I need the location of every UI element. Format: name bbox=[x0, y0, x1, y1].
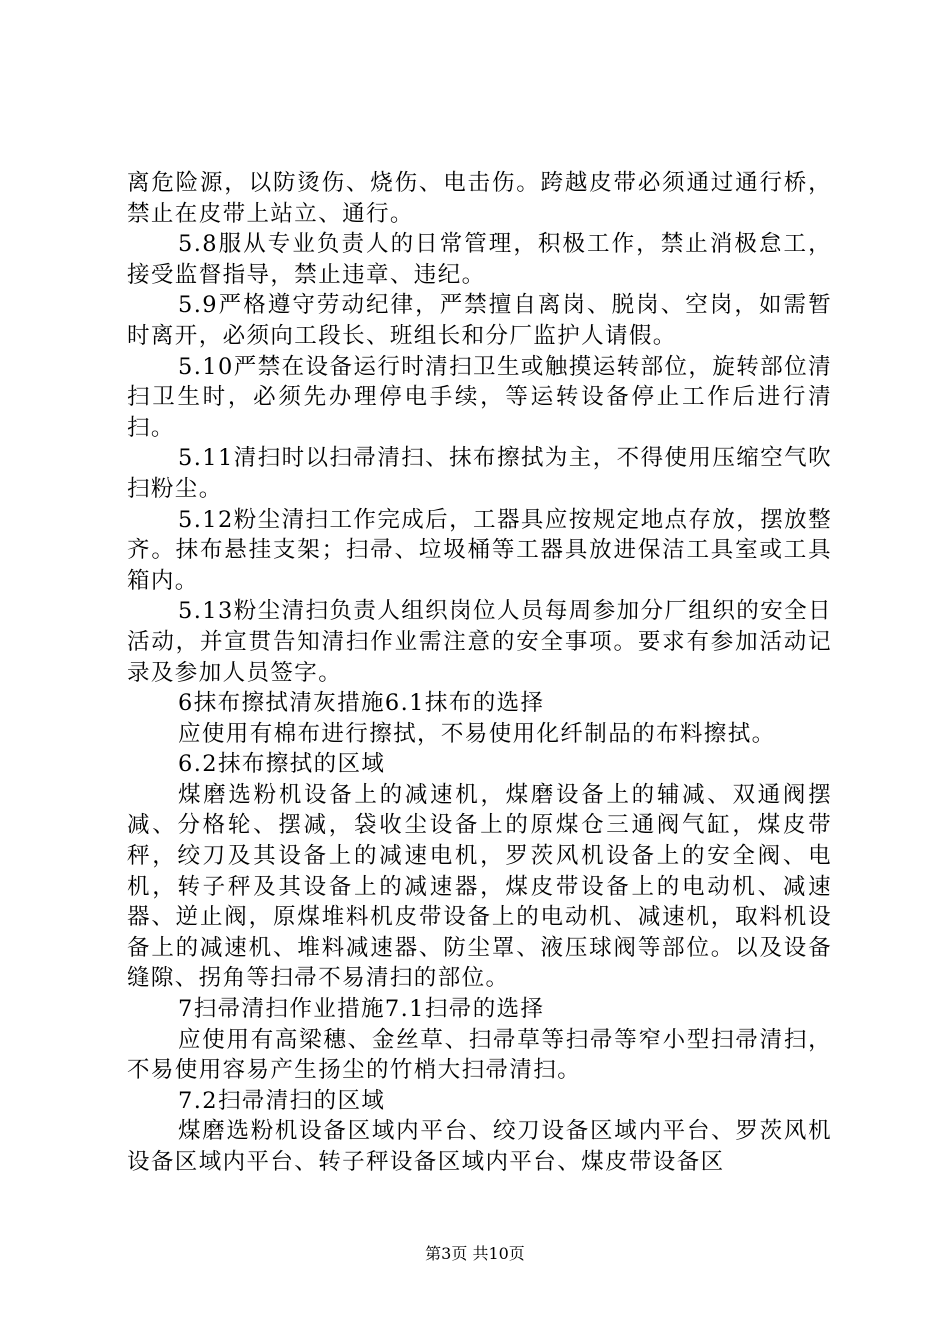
paragraph-5-11: 5.11清扫时以扫帚清扫、抹布擦拭为主，不得使用压缩空气吹扫粉尘。 bbox=[127, 445, 832, 502]
paragraph-6-2-body: 煤磨选粉机设备上的减速机，煤磨设备上的辅减、双通阀摆减、分格轮、摆减，袋收尘设备上的原煤仓三通阀气缸，煤皮带秤，绞刀及其设备上的减速电机，罗茨风机设备上的安全阀、电机，转子秤及其设备上的减速器，煤皮带设备上的电动机、减速器、逆止阀，原煤堆料机皮带设备上的电动机、减速机，取料机设备上的减速机、堆料减速器、防尘罩、液压球阀等部位。以及设备缝隙、拐角等扫帚不易清扫的部位。 bbox=[127, 781, 832, 992]
section-heading-7: 7扫帚清扫作业措施7.1扫帚的选择 bbox=[178, 996, 545, 1023]
paragraph-7-2-body: 煤磨选粉机设备区域内平台、绞刀设备区域内平台、罗茨风机设备区域内平台、转子秤设备区域内平台、煤皮带设备区 bbox=[127, 1118, 832, 1175]
paragraph-5-12: 5.12粉尘清扫工作完成后，工器具应按规定地点存放，摆放整齐。抹布悬挂支架；扫帚、垃圾桶等工器具放进保洁工具室或工具箱内。 bbox=[127, 506, 832, 594]
section-heading-6: 6抹布擦拭清灰措施6.1抹布的选择 bbox=[178, 690, 545, 717]
paragraph-5-8: 5.8服从专业负责人的日常管理，积极工作，禁止消极怠工，接受监督指导，禁止违章、违纪。 bbox=[127, 231, 832, 288]
paragraph-7-1-body: 应使用有高梁穗、金丝草、扫帚草等扫帚等窄小型扫帚清扫，不易使用容易产生扬尘的竹梢大扫帚清扫。 bbox=[127, 1026, 832, 1084]
paragraph-5-13: 5.13粉尘清扫负责人组织岗位人员每周参加分厂组织的安全日活动，并宣贯告知清扫作业需注意的安全事项。要求有参加活动记录及参加人员签字。 bbox=[127, 598, 832, 686]
section-heading-6-2: 6.2抹布擦拭的区域 bbox=[178, 751, 386, 778]
section-heading-7-2: 7.2扫帚清扫的区域 bbox=[178, 1087, 386, 1114]
document-body bbox=[127, 168, 832, 1178]
page-footer: 第3页 共10页 bbox=[425, 1244, 525, 1263]
paragraph-5-10: 5.10严禁在设备运行时清扫卫生或触摸运转部位，旋转部位清扫卫生时，必须先办理停电手续，等运转设备停止工作后进行清扫。 bbox=[127, 353, 832, 441]
paragraph-6-1-body: 应使用有棉布进行擦拭，不易使用化纤制品的布料擦拭。 bbox=[178, 720, 776, 747]
paragraph-continuation: 离危险源，以防烫伤、烧伤、电击伤。跨越皮带必须通过通行桥，禁止在皮带上站立、通行。 bbox=[127, 170, 832, 227]
paragraph-5-9: 5.9严格遵守劳动纪律，严禁擅自离岗、脱岗、空岗，如需暂时离开，必须向工段长、班组长和分厂监护人请假。 bbox=[127, 292, 832, 349]
